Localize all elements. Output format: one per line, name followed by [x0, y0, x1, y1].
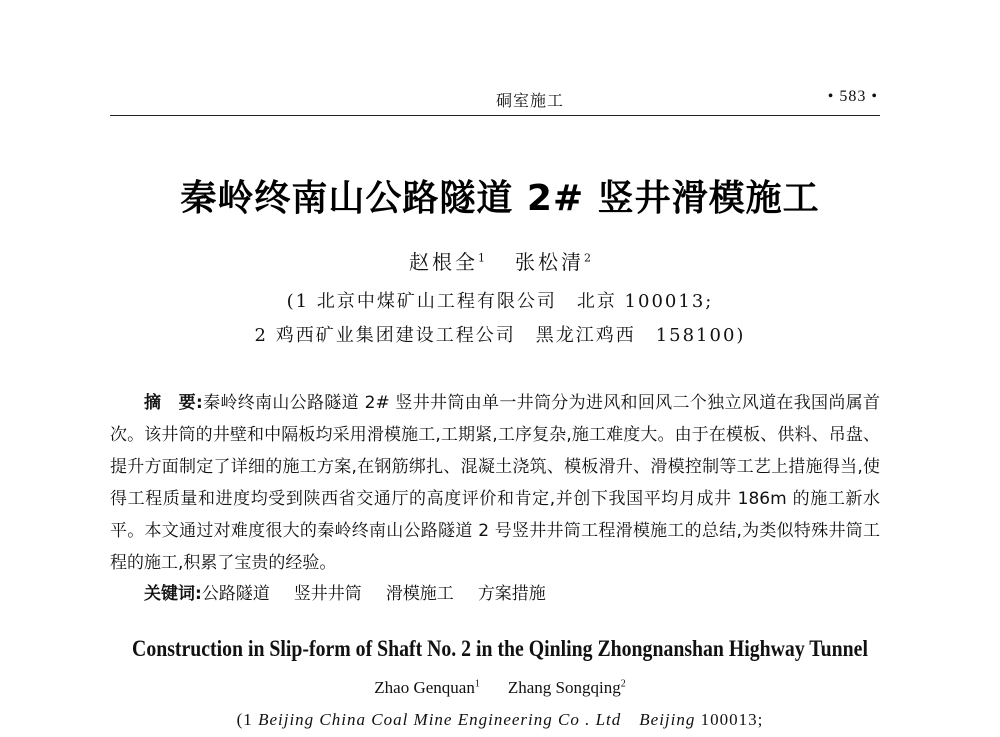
english-author-list — [0, 678, 1000, 698]
keywords-label: 关键词: — [144, 584, 202, 604]
keyword: 方案措施 — [477, 584, 546, 604]
english-author-mark: 2 — [620, 678, 626, 690]
page-number: • 583 • — [827, 88, 878, 105]
english-affiliation — [0, 705, 1000, 730]
author-affiliation-mark: 1 — [478, 251, 485, 265]
running-header — [110, 88, 878, 112]
english-author-name: Zhang Songqing — [507, 678, 621, 697]
keyword: 滑模施工 — [385, 584, 454, 604]
author-name: 赵根全 — [409, 250, 478, 274]
abstract-text: 秦岭终南山公路隧道 2# 竖井井筒由单一井筒分为进风和回风二个独立风道在我国尚属首次。该井筒的井壁和中隔板均采用滑模施工,工期紧,工序复杂,施工难度大。由于在模板、供料、吊盘、提升方面制定了详细的施工方案,在钢筋绑扎、混凝土浇筑、模板滑升、滑模控制等工艺上措施得当,使得工程质量和进度均受到陕西省交通厅的高度评价和肯定,并创下我国平均月成井 186m 的施工新水平。本文通过对难度很大的秦岭终南山公路隧道 2 号竖井井筒工程滑模施工的总结,为类似特殊井筒工程的施工,积累了宝贵的经验。 — [110, 393, 880, 573]
author-affiliation-mark: 2 — [584, 251, 591, 265]
english-affiliation-org: Beijing China Coal Mine Engineering Co . Ltd Beijing — [258, 710, 696, 729]
author-name: 张松清 — [515, 250, 584, 274]
keyword: 竖井井筒 — [293, 584, 362, 604]
paper-title: 秦岭终南山公路隧道 2# 竖井滑模施工 — [180, 178, 820, 219]
keyword: 公路隧道 — [201, 584, 270, 604]
abstract — [110, 387, 880, 579]
header-rule — [110, 115, 880, 116]
english-author-name: Zhao Genquan — [374, 678, 475, 697]
affiliation-line-2: 2 鸡西矿业集团建设工程公司 黑龙江鸡西 158100) — [254, 325, 746, 346]
keywords — [144, 579, 880, 604]
author-list — [0, 246, 1000, 275]
english-author-mark: 1 — [474, 678, 480, 690]
affiliation-line-1: (1 北京中煤矿山工程有限公司 北京 100013; — [286, 291, 714, 312]
english-title: Construction in Slip-form of Shaft No. 2 in the Qinling Zhongnanshan Highway Tunnel — [132, 636, 868, 661]
english-affiliation-tail: 100013; — [695, 710, 764, 729]
abstract-label: 摘 要: — [144, 393, 203, 413]
english-affiliation-open: (1 — [236, 710, 259, 729]
section-name: 硐室施工 — [496, 91, 565, 110]
